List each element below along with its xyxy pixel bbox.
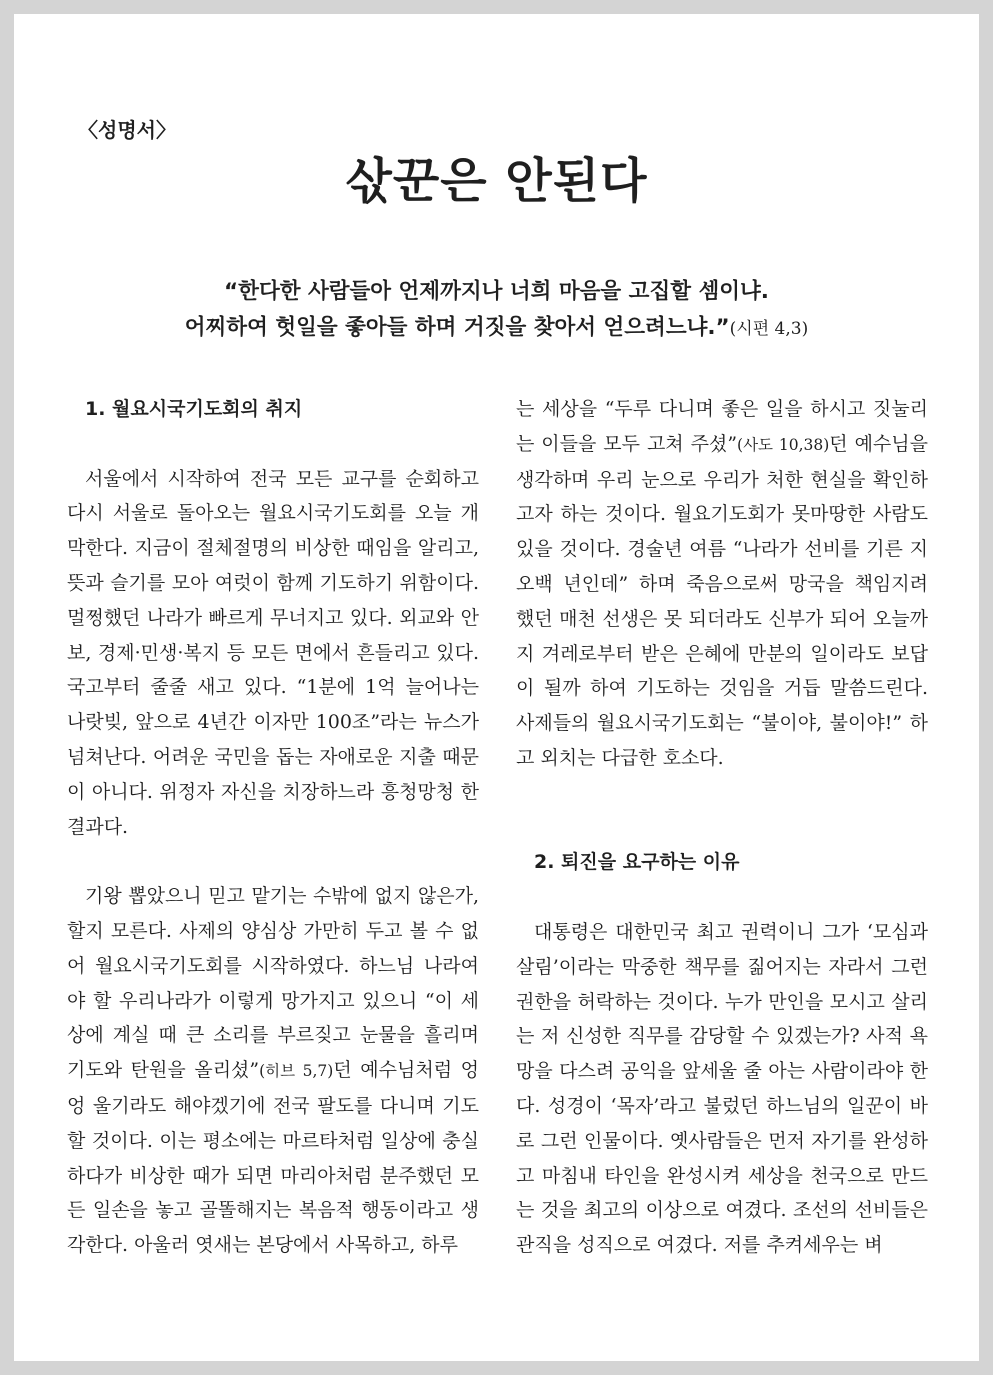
document-type-tag: 〈성명서〉: [78, 118, 176, 142]
epigraph-line-2-text: 어찌하여 헛일을 좋아들 하며 거짓을 찾아서 얻으려느냐.”: [184, 315, 730, 340]
left-column: [67, 392, 479, 1263]
scripture-reference-hebrews: (히브 5,7): [259, 1062, 334, 1081]
epigraph: [14, 274, 979, 347]
right-column: [516, 392, 928, 1263]
section-1-paragraph-2-part-a: 기왕 뽑았으니 믿고 맡기는 수밖에 없지 않은가, 할지 모른다. 사제의 양심상 가만히 두고 볼 수 없어 월요시국기도회를 시작하였다. 하느님 나라여야 할 우리나라가 이렇게 망가지고 있으니 “이 세상에 계실 때 큰 소리를 부르짖고 눈물을 흘리며 기도와 탄원을 올리셨”: [67, 885, 479, 1082]
section-2-paragraph-1: 대통령은 대한민국 최고 권력이니 그가 ‘모심과 살림’이라는 막중한 책무를 짊어지는 자라서 그런 권한을 허락하는 것이다. 누가 만인을 모시고 살리는 저 신성한 직무를 감당할 수 있겠는가? 사적 욕망을 다스려 공익을 앞세울 줄 아는 사람이라야 한다. 성경이 ‘목자’라고 불렀던 하느님의 일꾼이 바로 그런 인물이다. 옛사람들은 먼저 자기를 완성하고 마침내 타인을 완성시켜 세상을 천국으로 만드는 것을 최고의 이상으로 여겼다. 조선의 선비들은 관직을 성직으로 여겼다. 저를 추켜세우는 벼: [516, 920, 928, 1257]
epigraph-line-1: “한다한 사람들아 언제까지나 너희 마음을 고집할 셈이냐.: [224, 279, 769, 304]
document-page: [14, 14, 979, 1361]
page-title: 삯꾼은 안된다: [345, 153, 648, 209]
epigraph-reference: (시편 4,3): [729, 319, 809, 339]
section-1-paragraph-1: 서울에서 시작하여 전국 모든 교구를 순회하고 다시 서울로 돌아오는 월요시국기도회를 오늘 개막한다. 지금이 절체절명의 비상한 때임을 알리고, 뜻과 슬기를 모아 여럿이 함께 기도하기 위함이다. 멀쩡했던 나라가 빠르게 무너지고 있다. 외교와 안보, 경제·민생·복지 등 모든 면에서 흔들리고 있다. 국고부터 줄줄 새고 있다. “1분에 1억 늘어나는 나랏빚, 앞으로 4년간 이자만 100조”라는 뉴스가 넘쳐난다. 어려운 국민을 돕는 자애로운 지출 때문이 아니다. 위정자 자신을 치장하느라 흥청망청 한 결과다.: [67, 467, 479, 838]
epigraph-line-2: [14, 310, 979, 347]
section-1-paragraph-2-continued: 는 세상을 “두루 다니며 좋은 일을 하시고 짓눌리는 이들을 모두 고쳐 주셨”(사도 10,38)던 예수님을 생각하며 우리 눈으로 우리가 처한 현실을 확인하고자 하는 것이다. 월요기도회가 못마땅한 사람도 있을 것이다. 경술년 여름 “나라가 선비를 기른 지 오백 년인데” 하며 죽음으로써 망국을 책임지려 했던 매천 선생은 못 되더라도 신부가 되어 오늘까지 겨레로부터 받은 은혜에 만분의 일이라도 보답이 될까 하여 기도하는 것임을 거듭 말씀드린다. 사제들의 월요시국기도회는 “불이야, 불이야!” 하고 외치는 다급한 호소다.: [516, 398, 928, 769]
scripture-reference-acts: (사도 10,38): [737, 435, 830, 454]
section-1-paragraph-2: [67, 879, 479, 1263]
section-1-paragraph-2-part-b: 던 예수님처럼 엉엉 울기라도 해야겠기에 전국 팔도를 다니며 기도할 것이다. 이는 평소에는 마르타처럼 일상에 충실하다가 비상한 때가 되면 마리아처럼 분주했던 모든 일손을 놓고 골똘해지는 복음적 행동이라고 생각한다. 아울러 엿새는 본당에서 사목하고, 하루: [67, 1059, 480, 1257]
section-1-heading: 1. 월요시국기도회의 취지: [85, 398, 303, 420]
section-2-heading: 2. 퇴진을 요구하는 이유: [534, 851, 740, 874]
section-1-paragraph-2-part-c: 던 예수님을 생각하며 우리 눈으로 우리가 처한 현실을 확인하고자 하는 것이다. 월요기도회가 못마땅한 사람도 있을 것이다. 경술년 여름 “나라가 선비를 기른 지 오백 년인데” 하며 죽음으로써 망국을 책임지려 했던 매천 선생은 못 되더라도 신부가 되어 오늘까지 겨레로부터 받은 은혜에 만분의 일이라도 보답이 될까 하여 기도하는 것임을 거듭 말씀드린다. 사제들의 월요시국기도회는 “불이야, 불이야!” 하고 외치는 다급한 호소다.: [516, 432, 928, 769]
